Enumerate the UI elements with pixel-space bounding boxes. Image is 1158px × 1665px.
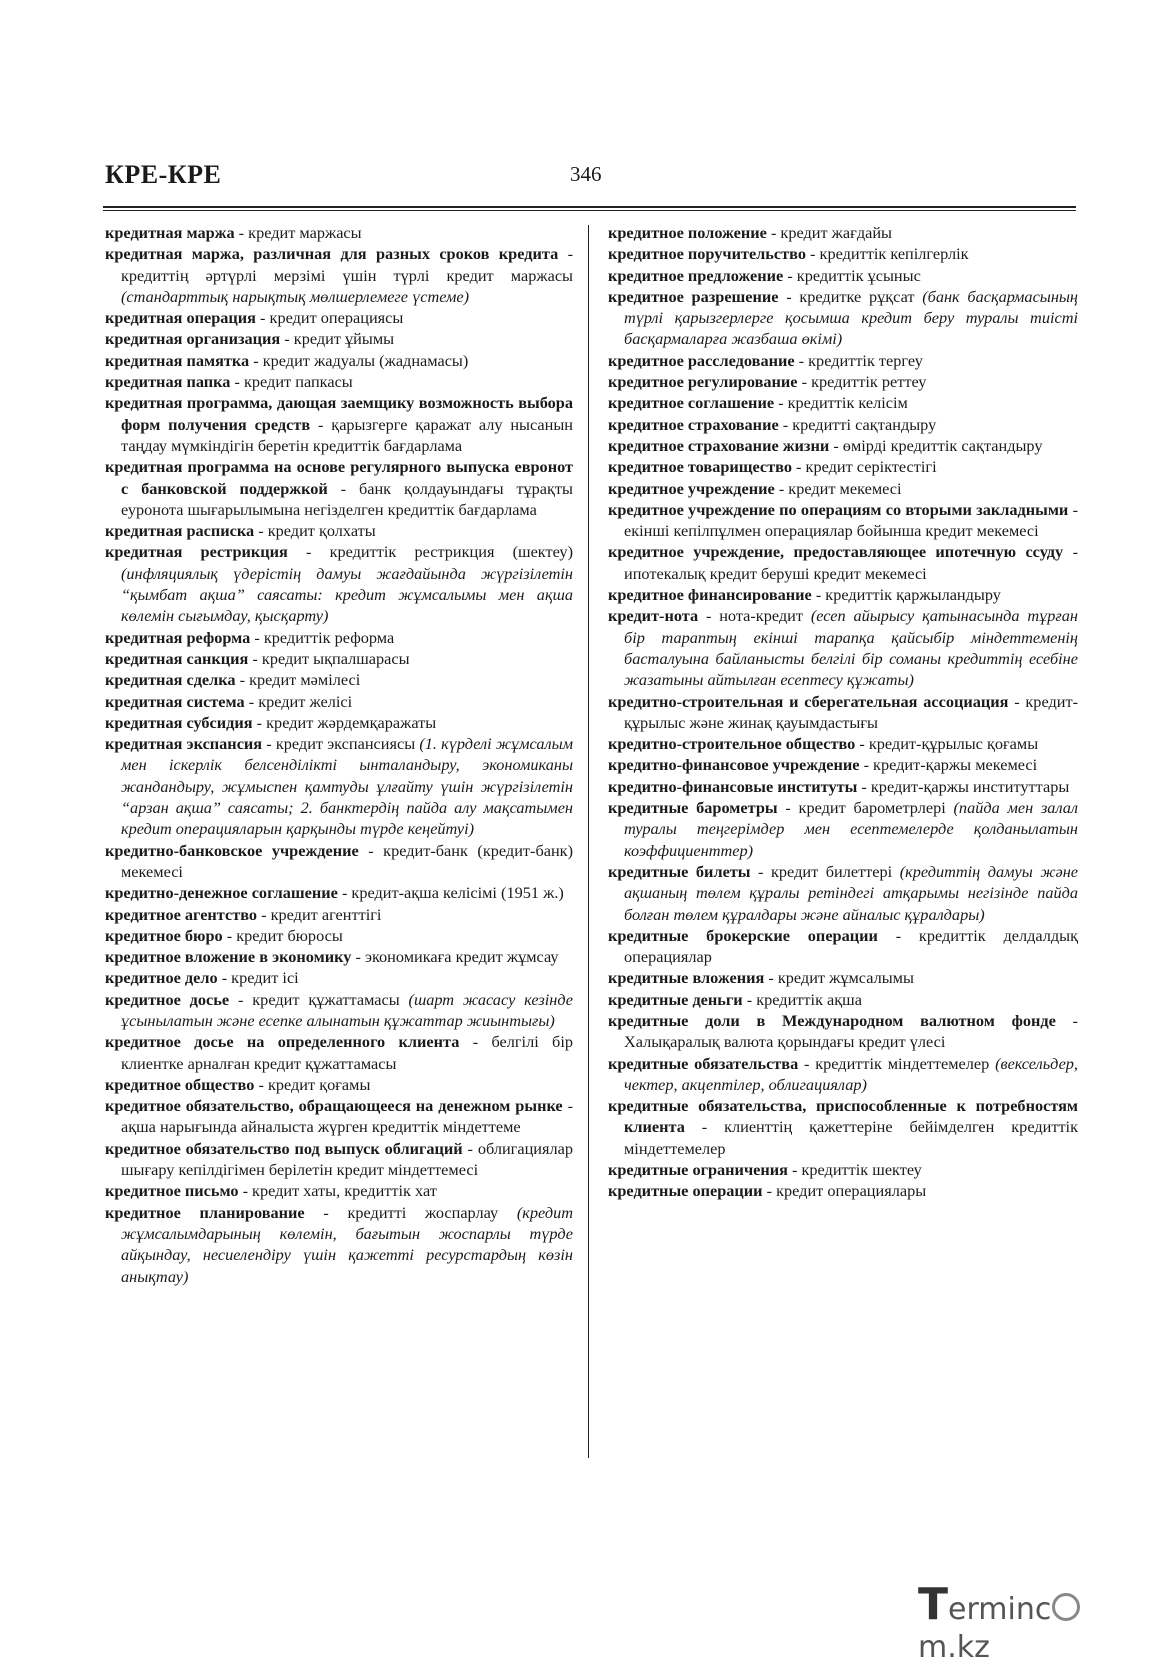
entry-note: (кредит жұмсалымдарының көлемін, бағытын жоспарлы түрде айқындау, несиелендіру үшін қажетті ресурстардың көзін анықтау) bbox=[121, 1202, 573, 1286]
entry-translation: - кредит-қаржы мекемесі bbox=[859, 755, 1038, 775]
entry-translation: - белгілі бір клиентке арналған кредит құжаттамасы bbox=[121, 1032, 573, 1073]
dictionary-entry bbox=[608, 222, 1078, 243]
dictionary-entry bbox=[608, 925, 1078, 968]
dictionary-entry bbox=[608, 456, 1078, 477]
dictionary-entry bbox=[608, 861, 1078, 925]
entry-term: кредитное положение bbox=[608, 223, 767, 242]
entry-translation: - кредит жұмсалымы bbox=[764, 968, 914, 988]
dictionary-entry bbox=[105, 392, 573, 456]
entry-translation: - кредиттік ұсыныс bbox=[783, 265, 921, 285]
entry-term: кредитное учреждение по операциям со вторыми закладными bbox=[608, 499, 1069, 519]
entry-term: кредитное предложение bbox=[608, 265, 784, 285]
dictionary-entry bbox=[105, 712, 573, 733]
entry-translation: - кредит билеттері bbox=[750, 861, 900, 881]
entry-term: кредитная рестрикция bbox=[105, 542, 288, 562]
entry-term: кредитная маржа bbox=[105, 223, 235, 242]
header-rule-thin bbox=[103, 210, 1076, 211]
entry-translation: - екінші кепілпұлмен операциялар бойынша кредит мекемесі bbox=[624, 499, 1078, 541]
entry-note: (1. күрделі жұмсалым мен іскерлік белсенділікті ынталандыру, экономиканы жандандыру, жұмыспен қамтуды ұлғайту үшін жүргізілетін “арзан ақша” саясаты; 2. банктердің пайда алу мақсатымен кредит операцияларын қарқынды түрде кеңейтуі) bbox=[121, 734, 573, 839]
entry-note: (кредиттің дамуы және ақшаның төлем құралы ретіндегі атқарымы негізінде пайда болған төлем құралдары және айналыс құралдары) bbox=[624, 861, 1078, 924]
entry-term: кредитное досье на определенного клиента bbox=[105, 1032, 460, 1052]
dictionary-entry bbox=[105, 1031, 573, 1074]
right-column bbox=[608, 222, 1078, 1202]
entry-term: кредитные вложения bbox=[608, 968, 765, 988]
entry-translation: - кредит серіктестігі bbox=[791, 457, 937, 477]
dictionary-entry bbox=[105, 627, 573, 648]
dictionary-entry bbox=[105, 691, 573, 712]
entry-translation: - кредит жәрдемқаражаты bbox=[252, 712, 437, 732]
entry-term: кредитная экспансия bbox=[105, 734, 263, 754]
entry-term: кредитные деньги bbox=[608, 989, 743, 1009]
entry-translation: - кредит агенттігі bbox=[257, 904, 382, 924]
entry-translation: - кредит-құрылыс және жинақ қауымдастығы bbox=[624, 691, 1078, 732]
dictionary-entry bbox=[105, 1202, 573, 1287]
entry-translation: - облигациялар шығару кепілдігімен берілетін кредит міндеттемесі bbox=[121, 1138, 573, 1180]
entry-term: кредитные ограничения bbox=[608, 1160, 788, 1180]
dictionary-entry bbox=[105, 648, 573, 669]
dictionary-entry bbox=[105, 456, 573, 520]
entry-term: кредитное учреждение, предоставляющее ипотечную ссуду bbox=[608, 542, 1064, 562]
dictionary-entry bbox=[105, 307, 573, 328]
dictionary-entry bbox=[105, 350, 573, 371]
entry-translation: - кредитті жоспарлау bbox=[304, 1202, 517, 1222]
entry-note: (вексельдер, чектер, акцептілер, облигациялар) bbox=[624, 1053, 1079, 1094]
entry-term: кредитная памятка bbox=[105, 350, 250, 370]
entry-note: (пайда мен залал туралы теңгерімдер мен есептемелерде қолданылатын коэффициенттер) bbox=[624, 798, 1078, 860]
entry-translation: - кредит ұйымы bbox=[280, 329, 395, 349]
entry-term: кредитная субсидия bbox=[105, 712, 253, 732]
entry-term: кредитная организация bbox=[105, 329, 281, 349]
entry-term: кредитная реформа bbox=[105, 627, 251, 647]
dictionary-entry bbox=[608, 243, 1078, 264]
dictionary-entry bbox=[608, 499, 1078, 542]
entry-term: кредитное обязательство под выпуск облигаций bbox=[105, 1138, 463, 1158]
entry-note: (шарт жасасу кезінде ұсынылатын және есепке алынатын құжаттар жиынтығы) bbox=[121, 989, 573, 1030]
entry-term: кредитная маржа, различная для разных сроков кредита bbox=[105, 244, 559, 264]
entry-translation: - кредит қолхаты bbox=[254, 521, 376, 541]
entry-translation: - кредит мекемесі bbox=[774, 478, 902, 498]
entry-term: кредит-нота bbox=[608, 606, 699, 626]
dictionary-entry bbox=[105, 371, 573, 392]
entry-term: кредитная система bbox=[105, 691, 245, 711]
entry-term: кредитная санкция bbox=[105, 648, 249, 668]
entry-translation: - кредитке рұқсат bbox=[778, 286, 923, 306]
entry-term: кредитная папка bbox=[105, 372, 231, 392]
entry-term: кредитные обязательства bbox=[608, 1053, 799, 1073]
entry-translation: - кредиттік міндеттемелер bbox=[798, 1053, 996, 1073]
entry-term: кредитное разрешение bbox=[608, 286, 779, 306]
dictionary-entry bbox=[608, 392, 1078, 413]
entry-term: кредитное агентство bbox=[105, 904, 258, 924]
entry-translation: - кредит папкасы bbox=[230, 372, 353, 392]
entry-term: кредитное вложение в экономику bbox=[105, 947, 352, 967]
entry-term: кредитно-финансовое учреждение bbox=[608, 755, 860, 775]
dictionary-entry bbox=[608, 541, 1078, 584]
entry-translation: - кредит жағдайы bbox=[766, 223, 892, 242]
logo-circle-icon bbox=[1052, 1593, 1080, 1621]
termincom-logo: Termincm.kz bbox=[918, 1579, 1128, 1637]
entry-translation: - кредит ықпалшарасы bbox=[248, 648, 410, 668]
entry-translation: - кредиттік делдалдық операциялар bbox=[624, 925, 1078, 967]
entry-translation: - кредит экспансиясы bbox=[262, 734, 420, 754]
entry-translation: - Халықаралық валюта қорындағы кредит үлесі bbox=[624, 1010, 1078, 1052]
entry-translation: - өмірді кредиттік сақтандыру bbox=[829, 435, 1043, 455]
entry-translation: - ипотекалық кредит беруші кредит мекемесі bbox=[624, 542, 1078, 583]
dictionary-entry bbox=[105, 520, 573, 541]
entry-translation: - нота-кредит bbox=[698, 606, 811, 626]
dictionary-entry bbox=[608, 1095, 1078, 1159]
dictionary-entry bbox=[608, 414, 1078, 435]
entry-translation: - кредит хаты, кредиттік хат bbox=[238, 1181, 437, 1201]
dictionary-entry bbox=[608, 1159, 1078, 1180]
entry-translation: - кредиттік реттеу bbox=[797, 372, 927, 392]
dictionary-entry bbox=[608, 1010, 1078, 1053]
dictionary-entry bbox=[105, 946, 573, 967]
entry-translation: - кредитті сақтандыру bbox=[778, 414, 937, 434]
entry-translation: - кредиттік рестрикция (шектеу) bbox=[287, 542, 573, 562]
entry-translation: - кредиттік реформа bbox=[250, 627, 395, 647]
dictionary-entry bbox=[608, 584, 1078, 605]
dictionary-entry bbox=[105, 904, 573, 925]
dictionary-entry bbox=[105, 222, 573, 243]
dictionary-entry bbox=[105, 1074, 573, 1095]
entry-term: кредитные обязательства, приспособленные к потребностям клиента bbox=[608, 1096, 1078, 1137]
entry-translation: - кредит мәмілесі bbox=[235, 670, 361, 690]
entry-translation: - кредит ісі bbox=[217, 968, 299, 988]
entry-translation: - кредиттік келісім bbox=[774, 393, 908, 413]
entry-translation: - кредиттік шектеу bbox=[787, 1160, 922, 1180]
column-divider bbox=[588, 225, 589, 1458]
entry-translation: - кредиттік қаржыландыру bbox=[811, 585, 1001, 605]
dictionary-entry bbox=[105, 328, 573, 349]
entry-term: кредитно-денежное соглашение bbox=[105, 883, 338, 903]
dictionary-entry bbox=[608, 754, 1078, 775]
dictionary-entry bbox=[608, 776, 1078, 797]
entry-translation: - кредит желісі bbox=[244, 691, 353, 711]
entry-term: кредитное поручительство bbox=[608, 244, 806, 264]
entry-translation: - кредит операциясы bbox=[255, 308, 404, 328]
entry-term: кредитное финансирование bbox=[608, 585, 812, 605]
entry-term: кредитные брокерские операции bbox=[608, 925, 878, 945]
entry-translation: - кредит барометрлері bbox=[777, 798, 954, 818]
dictionary-entry bbox=[105, 840, 573, 883]
dictionary-entry bbox=[608, 691, 1078, 734]
entry-term: кредитная операция bbox=[105, 308, 256, 328]
entry-term: кредитная расписка bbox=[105, 521, 255, 541]
entry-translation: - банк қолдауындағы тұрақты еуронота шығарылымына негізделген кредиттік бағдарлама bbox=[121, 478, 573, 519]
entry-term: кредитное расследование bbox=[608, 350, 795, 370]
dictionary-entry bbox=[105, 1180, 573, 1201]
entry-term: кредитное планирование bbox=[105, 1202, 305, 1222]
dictionary-entry bbox=[105, 541, 573, 626]
entry-term: кредитное общество bbox=[105, 1074, 255, 1094]
entry-term: кредитное страхование жизни bbox=[608, 435, 830, 455]
entry-term: кредитные барометры bbox=[608, 798, 778, 818]
entry-translation: - кредит маржасы bbox=[234, 223, 362, 242]
entry-term: кредитное страхование bbox=[608, 414, 779, 434]
dictionary-entry bbox=[608, 989, 1078, 1010]
dictionary-entry bbox=[105, 733, 573, 839]
entry-term: кредитная программа на основе регулярного выпуска евронот с банковской поддержкой bbox=[105, 457, 573, 498]
entry-translation: - кредиттік кепілгерлік bbox=[805, 244, 969, 264]
entry-term: кредитная программа, дающая заемщику возможность выбора форм получения средств bbox=[105, 393, 573, 434]
dictionary-entry bbox=[608, 350, 1078, 371]
dictionary-entry bbox=[105, 925, 573, 946]
entry-term: кредитное обязательство, обращающееся на денежном рынке bbox=[105, 1096, 563, 1116]
dictionary-entry bbox=[608, 435, 1078, 456]
entry-term: кредитное учреждение bbox=[608, 478, 775, 498]
dictionary-entry bbox=[105, 882, 573, 903]
dictionary-entry bbox=[608, 1053, 1078, 1096]
entry-translation: - ақша нарығында айналыста жүрген кредиттік міндеттеме bbox=[121, 1096, 573, 1137]
entry-translation: - кредит құжаттамасы bbox=[229, 989, 409, 1009]
entry-translation: - кредит-қаржы институттары bbox=[857, 776, 1070, 796]
dictionary-entry bbox=[105, 1138, 573, 1181]
entry-term: кредитное дело bbox=[105, 968, 218, 988]
entry-note: (стандарттық нарықтық мөлшерлемеге үстеме) bbox=[121, 286, 470, 306]
entry-translation: - кредит-құрылыс қоғамы bbox=[855, 734, 1039, 754]
entry-translation: - кредит-ақша келісімі (1951 ж.) bbox=[337, 883, 564, 903]
entry-term: кредитное досье bbox=[105, 989, 230, 1009]
left-column bbox=[105, 222, 573, 1287]
dictionary-entry bbox=[105, 243, 573, 307]
entry-translation: - экономикаға кредит жұмсау bbox=[351, 947, 559, 967]
dictionary-entry bbox=[608, 967, 1078, 988]
dictionary-entry bbox=[608, 478, 1078, 499]
entry-term: кредитные доли в Международном валютном фонде bbox=[608, 1010, 1056, 1030]
dictionary-entry bbox=[608, 797, 1078, 861]
entry-term: кредитно-банковское учреждение bbox=[105, 840, 359, 860]
entry-term: кредитно-строительное общество bbox=[608, 734, 856, 754]
entry-term: кредитное письмо bbox=[105, 1181, 239, 1201]
entry-note: (есеп айырысу қатынасында тұрған бір тараптың екінші тарапқа қайсыбір міндеттеменің басталуына байланысты белгілі бір соманы кредиттің есебіне жазатыны айтылған есептесу құжаты) bbox=[624, 606, 1078, 690]
entry-translation: - кредиттің әртүрлі мерзімі үшін түрлі кредит маржасы bbox=[121, 244, 574, 285]
dictionary-entry bbox=[608, 371, 1078, 392]
dictionary-entry bbox=[608, 1180, 1078, 1201]
entry-term: кредитно-строительная и сберегательная ассоциация bbox=[608, 691, 1009, 711]
dictionary-entry bbox=[105, 669, 573, 690]
dictionary-entry bbox=[608, 605, 1078, 690]
entry-term: кредитное регулирование bbox=[608, 372, 798, 392]
dictionary-entry bbox=[608, 265, 1078, 286]
entry-translation: - кредит-банк (кредит-банк) мекемесі bbox=[121, 840, 573, 881]
entry-translation: - клиенттің қажеттеріне бейімделген кредиттік міндеттемелер bbox=[624, 1117, 1078, 1158]
entry-term: кредитное бюро bbox=[105, 925, 223, 945]
entry-term: кредитные операции bbox=[608, 1181, 763, 1201]
dictionary-entry bbox=[608, 733, 1078, 754]
entry-term: кредитные билеты bbox=[608, 861, 751, 881]
entry-translation: - кредиттік тергеу bbox=[794, 350, 923, 370]
entry-translation: - кредит операциялары bbox=[762, 1181, 927, 1201]
entry-translation: - қарызгерге қаражат алу нысанын таңдау мүмкіндігін беретін кредиттік бағдарлама bbox=[121, 414, 573, 455]
entry-term: кредитное соглашение bbox=[608, 393, 775, 413]
entry-term: кредитное товарищество bbox=[608, 457, 792, 477]
header-rule bbox=[103, 206, 1076, 208]
entry-note: (банк басқармасының түрлі қарызгерлерге қосымша кредит беру туралы тиісті басқармаларға жазбаша өкімі) bbox=[624, 286, 1078, 349]
entry-translation: - кредит жадуалы (жаднамасы) bbox=[249, 350, 469, 370]
dictionary-entry bbox=[105, 1095, 573, 1138]
page-number: 346 bbox=[570, 162, 602, 186]
entry-translation: - кредит қоғамы bbox=[254, 1074, 371, 1094]
dictionary-entry bbox=[105, 967, 573, 988]
dictionary-entry bbox=[608, 286, 1078, 350]
dictionary-entry bbox=[105, 989, 573, 1032]
entry-term: кредитная сделка bbox=[105, 670, 236, 690]
entry-term: кредитно-финансовые институты bbox=[608, 776, 858, 796]
header-title: КРЕ-КРЕ bbox=[105, 160, 222, 189]
entry-note: (инфляциялық үдерістің дамуы жағдайында жүргізілетін “қымбат ақша” саясаты: кредит жұмсалымы мен ақша көлемін сығымдау, қысқарту) bbox=[121, 563, 573, 626]
entry-translation: - кредит бюросы bbox=[222, 925, 343, 945]
entry-translation: - кредиттік ақша bbox=[742, 989, 862, 1009]
